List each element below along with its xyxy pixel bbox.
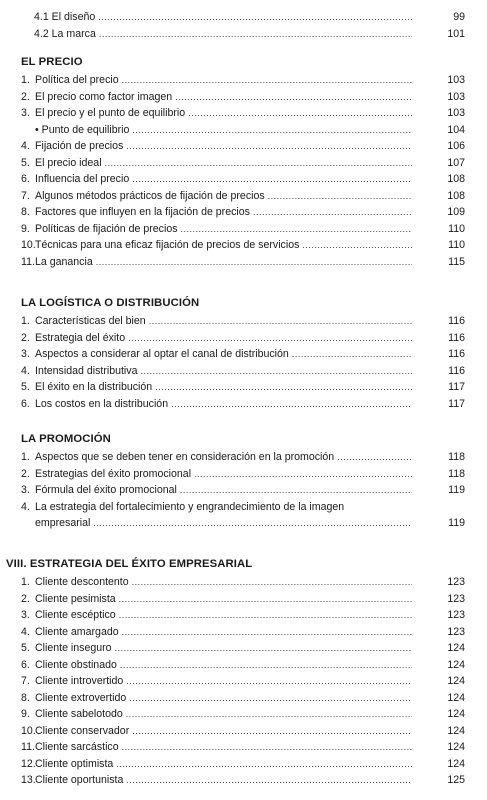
leader-dots [98, 9, 412, 25]
toc-entry[interactable] [21, 449, 415, 465]
page-number: 123 [447, 625, 465, 638]
leader-dots [292, 346, 412, 362]
toc-entry-number: 7. [21, 189, 30, 202]
page-number: 99 [453, 11, 465, 23]
toc-entry[interactable] [21, 466, 415, 482]
leader-dots [181, 221, 412, 237]
leader-dots [122, 624, 412, 640]
page-number: 117 [448, 381, 465, 393]
toc-entry[interactable] [21, 89, 415, 105]
toc-entry[interactable] [21, 363, 415, 379]
toc-entry[interactable] [21, 591, 415, 607]
leader-dots [93, 515, 412, 531]
section-heading: LA LOGÍSTICA O DISTRIBUCIÓN [21, 297, 200, 309]
toc-entry[interactable] [21, 624, 415, 640]
toc-entry-number: 5. [21, 642, 30, 654]
toc-entry[interactable] [21, 188, 415, 204]
toc-entry-label: Cliente extrovertido [35, 691, 127, 704]
page-number: 125 [447, 774, 465, 786]
leader-dots [119, 607, 412, 623]
toc-entry-number: 6. [21, 173, 30, 185]
toc-entry-number: 9. [21, 222, 30, 235]
page-number: 124 [447, 757, 465, 770]
section-heading: LA PROMOCIÓN [21, 433, 111, 445]
toc-entry-number: 1. [21, 315, 30, 327]
toc-entry-label: Cliente introvertido [35, 675, 124, 687]
toc-entry-number: 5. [21, 381, 30, 393]
leader-dots [120, 657, 412, 673]
page-number: 123 [447, 609, 465, 621]
section-heading: EL PRECIO [21, 56, 83, 68]
leader-dots [129, 690, 412, 706]
toc-entry[interactable] [21, 574, 415, 590]
leader-dots [132, 122, 412, 138]
leader-dots [116, 756, 412, 772]
toc-entry[interactable] [21, 607, 415, 623]
toc-entry[interactable] [21, 237, 415, 253]
page-number: 119 [448, 484, 465, 496]
toc-entry-number: 4. [21, 625, 30, 638]
leader-dots [115, 640, 412, 656]
toc-entry[interactable] [21, 346, 415, 362]
toc-entry-label: Algunos métodos prácticos de fijación de precios [35, 189, 265, 202]
toc-entry-number: 4. [21, 500, 30, 513]
toc-entry[interactable] [21, 739, 415, 755]
toc-entry-number: 3. [21, 348, 30, 360]
toc-entry[interactable] [21, 756, 415, 772]
toc-entry[interactable] [21, 772, 415, 788]
toc-entry-label: El precio ideal [35, 156, 102, 169]
toc-entry-label: Cliente sarcástico [35, 741, 119, 753]
page-number: 124 [447, 691, 465, 704]
toc-entry-number: 6. [21, 658, 30, 671]
toc-entry[interactable] [21, 690, 415, 706]
toc-entry-label: Cliente descontento [35, 576, 129, 588]
toc-entry[interactable] [21, 723, 415, 739]
toc-entry[interactable] [21, 640, 415, 656]
page-number: 101 [447, 27, 465, 40]
toc-entry-number: 11. [21, 741, 35, 753]
leader-dots [302, 237, 412, 253]
page-number: 124 [447, 642, 465, 654]
toc-entry-number: 10. [21, 724, 36, 737]
toc-entry-label: Cliente optimista [35, 757, 114, 770]
section-heading: VIII. ESTRATEGIA DEL ÉXITO EMPRESARIAL [6, 558, 253, 570]
toc-entry[interactable] [21, 254, 415, 270]
page-number: 124 [447, 658, 465, 671]
page-number: 123 [447, 592, 465, 605]
leader-dots [96, 254, 412, 270]
toc-entry[interactable] [21, 105, 415, 121]
toc-entry-label: Cliente inseguro [35, 642, 112, 654]
toc-entry-number: 11. [21, 255, 35, 268]
page-number: 106 [447, 140, 465, 152]
toc-entry-number: 8. [21, 206, 30, 218]
page-number: 103 [447, 90, 465, 103]
toc-entry-label: La estrategia del fortalecimiento y engrandecimiento de la imagen [35, 500, 345, 513]
leader-dots [180, 482, 412, 498]
toc-entry-number: 6. [21, 397, 30, 410]
page-number: 108 [447, 173, 465, 185]
toc-entry-number: 1. [21, 451, 30, 463]
toc-entry-label: La ganancia [35, 255, 93, 268]
toc-entry[interactable] [21, 138, 415, 154]
page-number: 103 [447, 74, 465, 86]
toc-entry[interactable] [35, 122, 415, 138]
toc-entry[interactable] [34, 26, 415, 42]
toc-entry[interactable] [21, 482, 415, 498]
toc-entry-label: Cliente sabelotodo [35, 708, 123, 720]
leader-dots [122, 72, 412, 88]
toc-entry[interactable] [21, 204, 415, 220]
toc-entry-number: 13. [21, 774, 36, 786]
leader-dots [140, 363, 412, 379]
toc-entry-number: 1. [21, 74, 30, 86]
toc-entry-label: Política del precio [35, 74, 119, 86]
toc-entry-label: El éxito en la distribución [35, 381, 153, 393]
page-number: 108 [447, 189, 465, 202]
toc-entry-line [21, 500, 465, 514]
toc-entry[interactable] [21, 706, 415, 722]
toc-entry-label: • Punto de equilibrio [35, 123, 130, 136]
page-number: 119 [448, 517, 465, 529]
toc-entry[interactable] [34, 9, 415, 25]
page-number: 109 [447, 206, 465, 218]
leader-dots [126, 138, 412, 154]
toc-entry-label-continued: empresarial [35, 517, 91, 529]
toc-entry-number: 3. [21, 107, 30, 119]
toc-entry-label: 4.2 La marca [34, 27, 96, 40]
toc-entry-label: Cliente pesimista [35, 592, 116, 605]
toc-entry-number: 2. [21, 90, 30, 103]
leader-dots [132, 723, 412, 739]
toc-entry-number: 9. [21, 708, 30, 720]
page-number: 123 [447, 576, 465, 588]
toc-entry-label: Fijación de precios [35, 140, 124, 152]
toc-entry[interactable] [21, 379, 415, 395]
toc-entry-label: Cliente amargado [35, 625, 119, 638]
leader-dots [171, 396, 412, 412]
leader-dots [132, 574, 412, 590]
page-number: 117 [448, 397, 465, 410]
toc-entry-label: Estrategias del éxito promocional [35, 467, 192, 480]
toc-entry-label: Estrategia del éxito [35, 331, 126, 344]
toc-entry-label: Influencia del precio [35, 173, 130, 185]
toc-entry-number: 7. [21, 675, 30, 687]
toc-entry[interactable] [21, 171, 415, 187]
toc-entry-label: Cliente oportunista [35, 774, 124, 786]
page-number: 124 [447, 675, 465, 687]
leader-dots [126, 706, 412, 722]
leader-dots [105, 155, 412, 171]
page-number: 116 [448, 315, 465, 327]
leader-dots [99, 26, 412, 42]
toc-entry-number: 12. [21, 757, 36, 770]
toc-entry-label: Factores que influyen en la fijación de precios [35, 206, 250, 218]
leader-dots [155, 379, 412, 395]
toc-entry-number: 1. [21, 576, 30, 588]
toc-entry-label: Aspectos a considerar al optar el canal de distribución [35, 348, 289, 360]
toc-entry-label: Aspectos que se deben tener en consideración en la promoción [35, 451, 335, 463]
toc-entry-label: 4.1 El diseño [34, 11, 96, 23]
toc-entry[interactable] [21, 72, 415, 88]
toc-entry-label: Políticas de fijación de precios [35, 222, 178, 235]
toc-entry[interactable] [21, 155, 415, 171]
toc-entry-number: 10. [21, 239, 36, 251]
toc-entry-label: Cliente escéptico [35, 609, 116, 621]
toc-entry-label: Cliente conservador [35, 724, 130, 737]
page-number: 124 [447, 741, 465, 753]
toc-entry-number: 8. [21, 691, 30, 704]
page-number: 118 [448, 451, 465, 463]
leader-dots [128, 330, 412, 346]
toc-entry-label: El precio y el punto de equilibrio [35, 107, 186, 119]
leader-dots [188, 105, 412, 121]
page-number: 110 [448, 239, 465, 251]
leader-dots [149, 313, 412, 329]
toc-entry-label: Características del bien [35, 315, 146, 327]
leader-dots [126, 772, 412, 788]
leader-dots [119, 591, 412, 607]
leader-dots [122, 739, 412, 755]
page-number: 107 [447, 156, 465, 169]
toc-entry-number: 2. [21, 467, 30, 480]
toc-entry[interactable] [21, 221, 415, 237]
toc-entry-number: 2. [21, 592, 30, 605]
page-number: 124 [447, 724, 465, 737]
leader-dots [194, 466, 412, 482]
toc-entry-number: 2. [21, 331, 30, 344]
toc-entry[interactable] [21, 673, 415, 689]
page-number: 115 [448, 255, 465, 268]
toc-entry-label: El precio como factor imagen [35, 90, 173, 103]
toc-entry[interactable] [21, 313, 415, 329]
toc-entry-number: 4. [21, 364, 30, 377]
page-number: 116 [448, 364, 465, 377]
page-number: 118 [448, 467, 465, 480]
toc-entry[interactable] [21, 330, 415, 346]
leader-dots [175, 89, 412, 105]
leader-dots [126, 673, 412, 689]
leader-dots [132, 171, 412, 187]
toc-entry-label: Intensidad distributiva [35, 364, 138, 377]
page-number: 124 [447, 708, 465, 720]
page-number: 104 [447, 123, 465, 136]
leader-dots [337, 449, 412, 465]
page-number: 110 [448, 222, 465, 235]
toc-entry-label: Fórmula del éxito promocional [35, 484, 177, 496]
toc-entry-number: 3. [21, 484, 30, 496]
toc-entry-label: Cliente obstinado [35, 658, 117, 671]
page-number: 116 [448, 331, 465, 344]
toc-entry[interactable] [21, 396, 415, 412]
toc-entry[interactable] [21, 657, 415, 673]
toc-entry-number: 4. [21, 140, 30, 152]
leader-dots [253, 204, 412, 220]
toc-entry-label: Técnicas para una eficaz fijación de precios de servicios [35, 239, 300, 251]
toc-entry-number: 3. [21, 609, 30, 621]
toc-entry[interactable] [35, 515, 415, 531]
toc-entry-number: 5. [21, 156, 30, 169]
page-number: 103 [447, 107, 465, 119]
toc-entry-label: Los costos en la distribución [35, 397, 169, 410]
leader-dots [268, 188, 412, 204]
page-number: 116 [448, 348, 465, 360]
